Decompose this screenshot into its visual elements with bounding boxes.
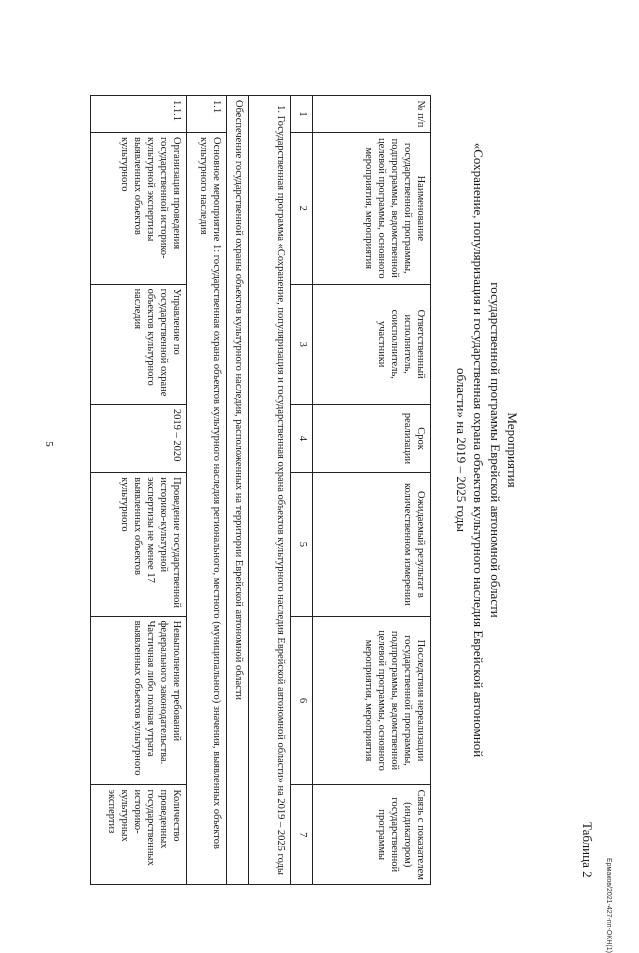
- col-number-2: 2: [291, 133, 313, 285]
- col-number-7: 7: [291, 785, 313, 885]
- col-header-7: Связь с показателем (индикатором) государственной программы: [313, 785, 431, 885]
- activity-result: Проведение государственной историко-культурной экспертизы не менее 17 выявленных объектов культурного: [91, 473, 187, 616]
- activity-consequence: Невыполнение требований федерального законодательства. Частичная либо полная утрата выявленных объектов культурного: [91, 616, 187, 785]
- col-number-3: 3: [291, 284, 313, 404]
- activities-table: [90, 95, 431, 885]
- col-header-2: Наименование государственной программы, подпрограммы, ведомственной целевой программы, основного мероприятия, мероприятия: [313, 133, 431, 285]
- activity-period: 2019 – 2020: [91, 404, 187, 472]
- header-line-3: «Сохранение, популяризация и государственная охрана объектов культурного наследия Еврейской автономной: [471, 142, 486, 758]
- program-title: 1. Государственная программа «Сохранение, популяризация и государственная охрана объектов культурного наследия Еврейской автономной области» на 2019 – 2025 годы: [249, 96, 291, 885]
- activity-name: Организация проведения государственной историко-культурной экспертизы выявленных объектов культурного: [91, 133, 187, 285]
- col-number-5: 5: [291, 473, 313, 616]
- activity-indicator: Количество проведенных государственных историко-культурных экспертиз: [91, 785, 187, 885]
- column-numbers-row: [291, 96, 313, 885]
- col-header-4: Срок реализации: [313, 404, 431, 472]
- col-header-1: № п/п: [313, 96, 431, 133]
- goal-text: Обеспечение государственной охраны объектов культурного наследия, расположенных на территории Еврейской автономной области: [227, 96, 249, 885]
- program-row: [249, 96, 291, 885]
- main-activity-row: [187, 96, 227, 885]
- col-number-6: 6: [291, 616, 313, 785]
- activity-number: 1.1.1: [91, 96, 187, 133]
- col-number-1: 1: [291, 96, 313, 133]
- main-activity-text: Основное мероприятие 1: государственная охрана объектов культурного наследия регионального, местного (муниципального) значения, выявленных объектов культурного наследия: [187, 133, 227, 885]
- col-header-5: Ожидаемый результат в количественном измерении: [313, 473, 431, 616]
- document-header: [453, 110, 521, 790]
- activity-executor: Управление по государственной охране объектов культурного наследия: [91, 284, 187, 404]
- col-header-6: Последствия нереализации государственной программы, подпрограммы, ведомственной целевой программы, основного мероприятия, мероприятия: [313, 616, 431, 785]
- main-activity-number: 1.1: [187, 96, 227, 133]
- col-header-3: Ответственный исполнитель, соисполнитель, участники: [313, 284, 431, 404]
- document-code: Ермаков/2021-427-пп-ОКН(1): [605, 858, 612, 953]
- col-number-4: 4: [291, 404, 313, 472]
- header-line-2: государственной программы Еврейской автономной области: [488, 282, 503, 618]
- header-line-1: Мероприятия: [505, 412, 520, 488]
- table-header-row: [313, 96, 431, 885]
- activity-row: [91, 96, 187, 885]
- header-line-4: области» на 2019 – 2025 годы: [454, 368, 469, 532]
- table-label: Таблица 2: [580, 822, 595, 878]
- goal-row: [227, 96, 249, 885]
- page-number: 5: [42, 441, 55, 447]
